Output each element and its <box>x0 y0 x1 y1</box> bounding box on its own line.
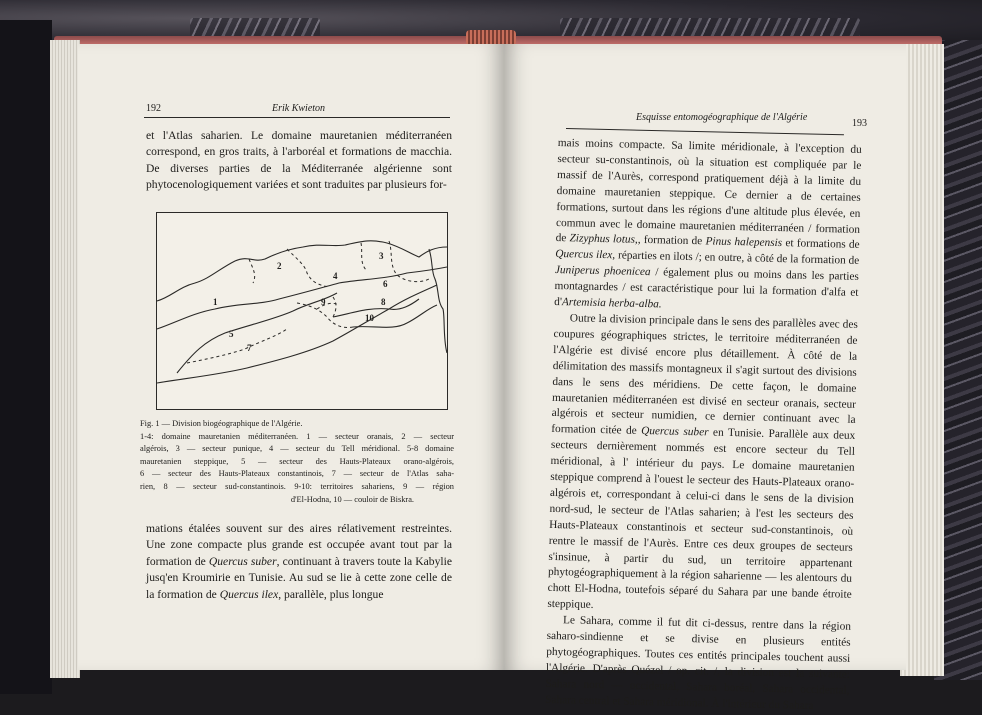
map-svg <box>157 213 447 409</box>
coastline <box>157 241 447 301</box>
figure-map-algeria <box>156 212 448 410</box>
map-label-2: 2 <box>277 261 282 271</box>
map-label-1: 1 <box>213 297 218 307</box>
left-bottom-text <box>146 521 452 603</box>
caption-line: 1-4: domaine mauretanien méditerranéen. 1 — secteur oranais, 2 — secteur <box>140 431 454 441</box>
book-cover-left <box>0 20 52 694</box>
caption-line: rien, 8 — secteur sud-constantinois. 9-10: territoires sahariens, 9 — région <box>140 481 454 491</box>
left-page-number: 192 <box>146 103 161 114</box>
left-top-paragraph: et l'Atlas saharien. Le domaine mauretanien méditerranéen correspond, en gros traits, à l'arboréal et formations de macchia. De diverses parties de la Méditerranée algérienne sont phytocenologiquement variées et sont traduites par plusieurs for- <box>146 129 452 192</box>
caption-line: 6 — secteur des Hauts-Plateaux constantinois, 7 — secteur de l'Atlas saha- <box>140 469 454 479</box>
species-name: Quercus suber <box>208 554 277 568</box>
text-run: formation de <box>640 234 706 248</box>
species-name: Quercus ilex <box>555 248 613 262</box>
species-name: Quercus suber <box>641 425 709 439</box>
left-top-text <box>146 128 452 194</box>
sector-border <box>287 249 329 287</box>
map-label-4: 4 <box>333 271 338 281</box>
right-paragraph-2 <box>547 311 858 620</box>
text-run: mations étalées souvent sur des aires rélativement restreintes. Une zone compacte plus grande est occupée avant tout par la formation de <box>146 522 452 568</box>
caption-line: algérois, 3 — secteur punique, 4 — secteur du Tell méridional. 5-8 domaine <box>140 444 454 454</box>
right-text-block <box>545 136 862 715</box>
text-run: et formations de <box>782 237 860 252</box>
species-name: Quercus ilex <box>219 587 279 601</box>
species-name: Juniperus phoenicea <box>554 264 651 279</box>
southern-border <box>157 285 437 383</box>
text-run: , continuant à travers toute la Kabylie jusq'en Kroumirie en Tunisie. Au sud se lie à cette zone celle de la formation de <box>146 554 452 601</box>
text-run: / également plus ou moins dans les parties montagnardes / est caractéristique pour lui la formation d'alfa et d' <box>554 266 859 309</box>
text-run: mais moins compacte. Sa limite méridionale, à l'exception du secteur su-constantinois, où la situation est compliquée par le massif de l'Aurès, correspond pratiquement déjà à la limite du domaine mauretanien steppique. Ce dernier a de certaines formations, surtout dans les régions d'une altitude plus élevée, en commun avec le domaine mauretanien méditerranéen / formation de <box>555 136 862 245</box>
page-stack-left <box>50 40 80 678</box>
aures-line <box>333 299 419 317</box>
map-label-10: 10 <box>365 313 374 323</box>
text-run: , parallèle, plus longue <box>278 587 384 601</box>
map-label-8: 8 <box>381 297 386 307</box>
cover-marbling <box>190 18 320 38</box>
map-label-5: 5 <box>229 329 234 339</box>
left-running-head: Erik Kwieton <box>272 103 326 114</box>
map-label-7: 7 <box>247 343 252 353</box>
atlas-saharien <box>177 293 337 373</box>
map-label-9: 9 <box>321 297 326 307</box>
sector-border <box>249 259 255 283</box>
left-bottom-paragraph <box>146 521 452 603</box>
east-border <box>429 249 447 353</box>
page-stack-right <box>900 44 944 676</box>
tell-atlas-line <box>157 267 447 329</box>
right-running-head: Esquisse entomogéographique de l'Algérie <box>636 112 808 123</box>
caption-line: d'El-Hodna, 10 — couloir de Biskra. <box>290 494 414 504</box>
sector-border <box>333 297 336 317</box>
species-name: Zizyphus lotus,, <box>569 232 641 247</box>
right-page-number: 193 <box>852 118 867 129</box>
text-run: Outre la division principale dans le sens des parallèles avec des coupures géographiques strictes, le territoire méditerranéen de l'Algérie est divisé encore plus détaillement. À côté de la délimitation des massifs montagneux il s'agit surtout des divisions dans le sens des méridiens. De cette façon, le domaine mauretanien méditerranéen est divisé en secteur oranais, secteur algérois et secteur numidien, ce dernier continuant avec la formation citée de <box>551 312 858 438</box>
species-name: Artemisia herba-alba. <box>561 296 662 311</box>
species-name: Pinus halepensis <box>705 235 783 250</box>
map-label-3: 3 <box>379 251 384 261</box>
caption-line: mauretanien steppique, 5 — secteur des Hauts-Plateaux orano-algérois, <box>140 456 454 466</box>
map-label-6: 6 <box>383 279 388 289</box>
right-paragraph-1 <box>554 136 862 318</box>
text-run: en Tunisie. Parallèle aux deux secteurs dernièrement nommés est encore secteur du Tell méridional, à l' intérieur du pays. Le domaine mauretanien steppique comprend à l'ouest le secteur des Hauts-Plateaux orano-algérois et, correspondant à celui-ci dans le sens de la division nord-sud, le secteur de l'Atlas saharien; à l'est les secteurs des Hauts-Plateaux constantinois et secteur sud-constantinois, où rentre le massif de l'Aurès. Entre ces deux groupes de secteurs s'insinue, à partir du sud, un territoire appartenant phytogéographiquement à la région saharienne — les alentours du chott El-Hodna, toutefois séparé du Sahara par une bande étroite steppique. <box>547 426 856 612</box>
figure-caption <box>140 418 454 506</box>
cover-marbling <box>560 18 860 38</box>
text-run: , réparties en ilots /; en outre, à côté de la formation de <box>612 249 860 268</box>
caption-title: Fig. 1 — Division biogéographique de l'Algérie. <box>140 419 303 428</box>
sector-border <box>361 243 367 271</box>
left-header-rule <box>144 117 450 118</box>
right-paragraph-3: Le Sahara, comme il fut dit ci-dessus, rentre dans la région saharo-sindienne et se divise en plusieurs entités phytogéographiques. Toutes ces entités principales touchent aussi l'Algérie. D'après Quézel / op. cit. /, la division est la suivante: Sahara nord — occidental, Sahara boréal, Sahara occidental, Sahara central et Sahara méridional. À l'intérieur du Sahara <box>545 614 852 712</box>
